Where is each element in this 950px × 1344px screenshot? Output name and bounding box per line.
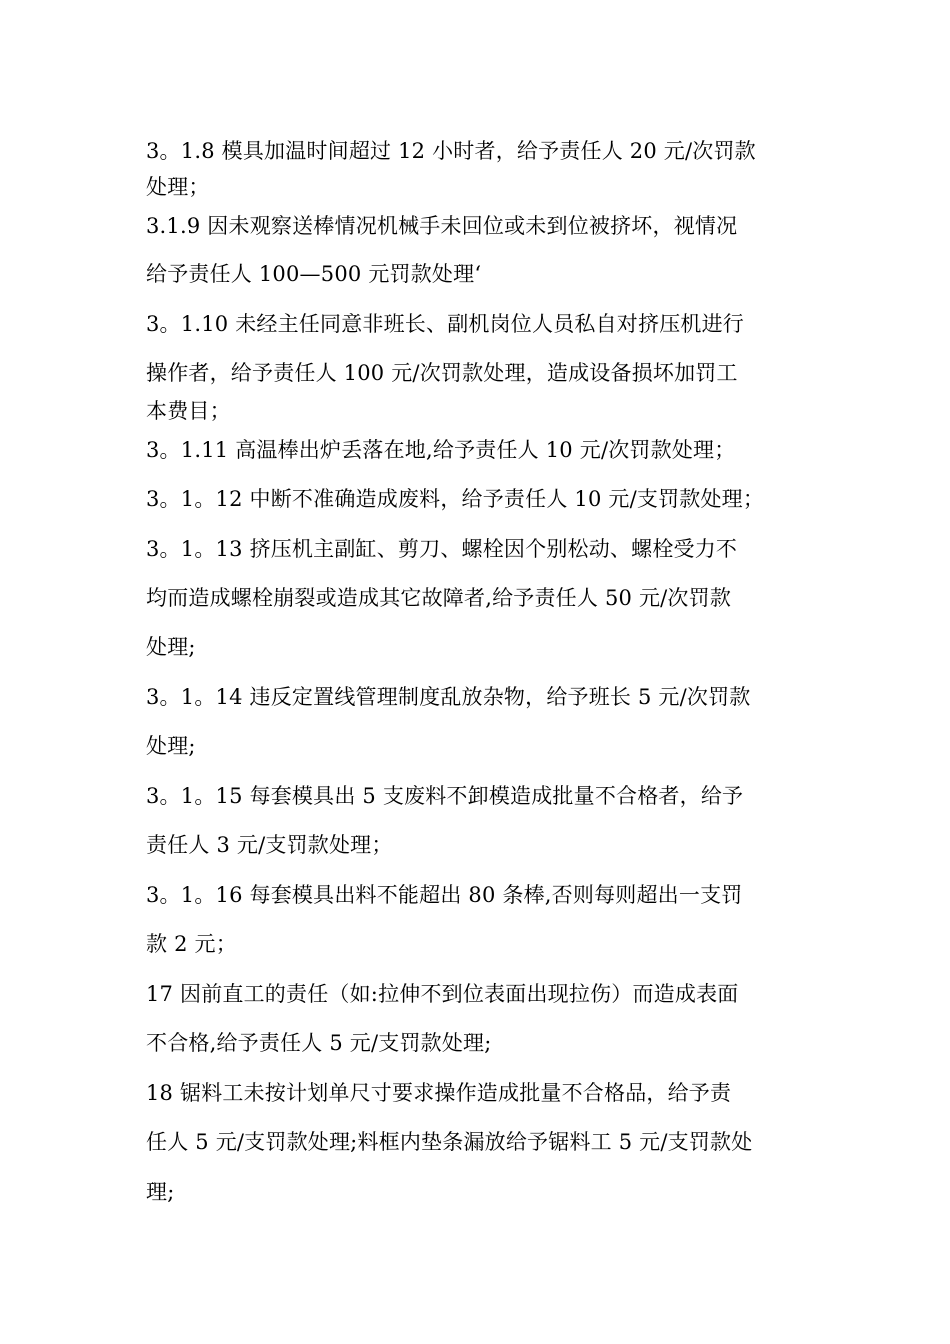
text-line-8: 3。1.11 高温棒出炉丢落在地,给予责任人 10 元/次罚款处理； bbox=[146, 438, 736, 462]
text-line-3: 3.1.9 因未观察送棒情况机械手未回位或未到位被挤坏，视情况 bbox=[146, 214, 738, 238]
text-line-21: 18 锯料工未按计划单尺寸要求操作造成批量不合格品，给予责 bbox=[146, 1081, 732, 1105]
text-line-15: 3。1。15 每套模具出 5 支废料不卸模造成批量不合格者，给予 bbox=[146, 784, 744, 808]
text-line-19: 17 因前直工的责任（如:拉伸不到位表面出现拉伤）而造成表面 bbox=[146, 982, 739, 1006]
text-line-18: 款 2 元； bbox=[146, 932, 237, 956]
text-line-5: 3。1.10 未经主任同意非班长、副机岗位人员私自对挤压机进行 bbox=[146, 312, 744, 336]
text-line-23: 理; bbox=[146, 1180, 175, 1204]
text-line-13: 3。1。14 违反定置线管理制度乱放杂物，给予班长 5 元/次罚款 bbox=[146, 685, 751, 709]
text-line-11: 均而造成螺栓崩裂或造成其它故障者,给予责任人 50 元/次罚款 bbox=[146, 586, 732, 610]
text-line-14: 处理; bbox=[146, 734, 196, 758]
text-line-16: 责任人 3 元/支罚款处理； bbox=[146, 833, 393, 857]
text-line-1: 3。1.8 模具加温时间超过 12 小时者，给予责任人 20 元/次罚款 bbox=[146, 139, 756, 163]
text-line-6: 操作者，给予责任人 100 元/次罚款处理，造成设备损坏加罚工 bbox=[146, 361, 738, 385]
text-line-2: 处理； bbox=[146, 175, 210, 199]
text-line-20: 不合格,给予责任人 5 元/支罚款处理; bbox=[146, 1031, 492, 1055]
text-line-7: 本费目； bbox=[146, 399, 231, 423]
text-line-4: 给予责任人 100—500 元罚款处理‘ bbox=[146, 262, 482, 286]
text-line-17: 3。1。16 每套模具出料不能超出 80 条棒,否则每则超出一支罚 bbox=[146, 883, 743, 907]
text-line-12: 处理; bbox=[146, 635, 196, 659]
text-line-22: 任人 5 元/支罚款处理;料框内垫条漏放给予锯料工 5 元/支罚款处 bbox=[146, 1130, 753, 1154]
text-line-9: 3。1。12 中断不准确造成废料，给予责任人 10 元/支罚款处理； bbox=[146, 487, 765, 511]
text-line-10: 3。1。13 挤压机主副缸、剪刀、螺栓因个别松动、螺栓受力不 bbox=[146, 537, 738, 561]
